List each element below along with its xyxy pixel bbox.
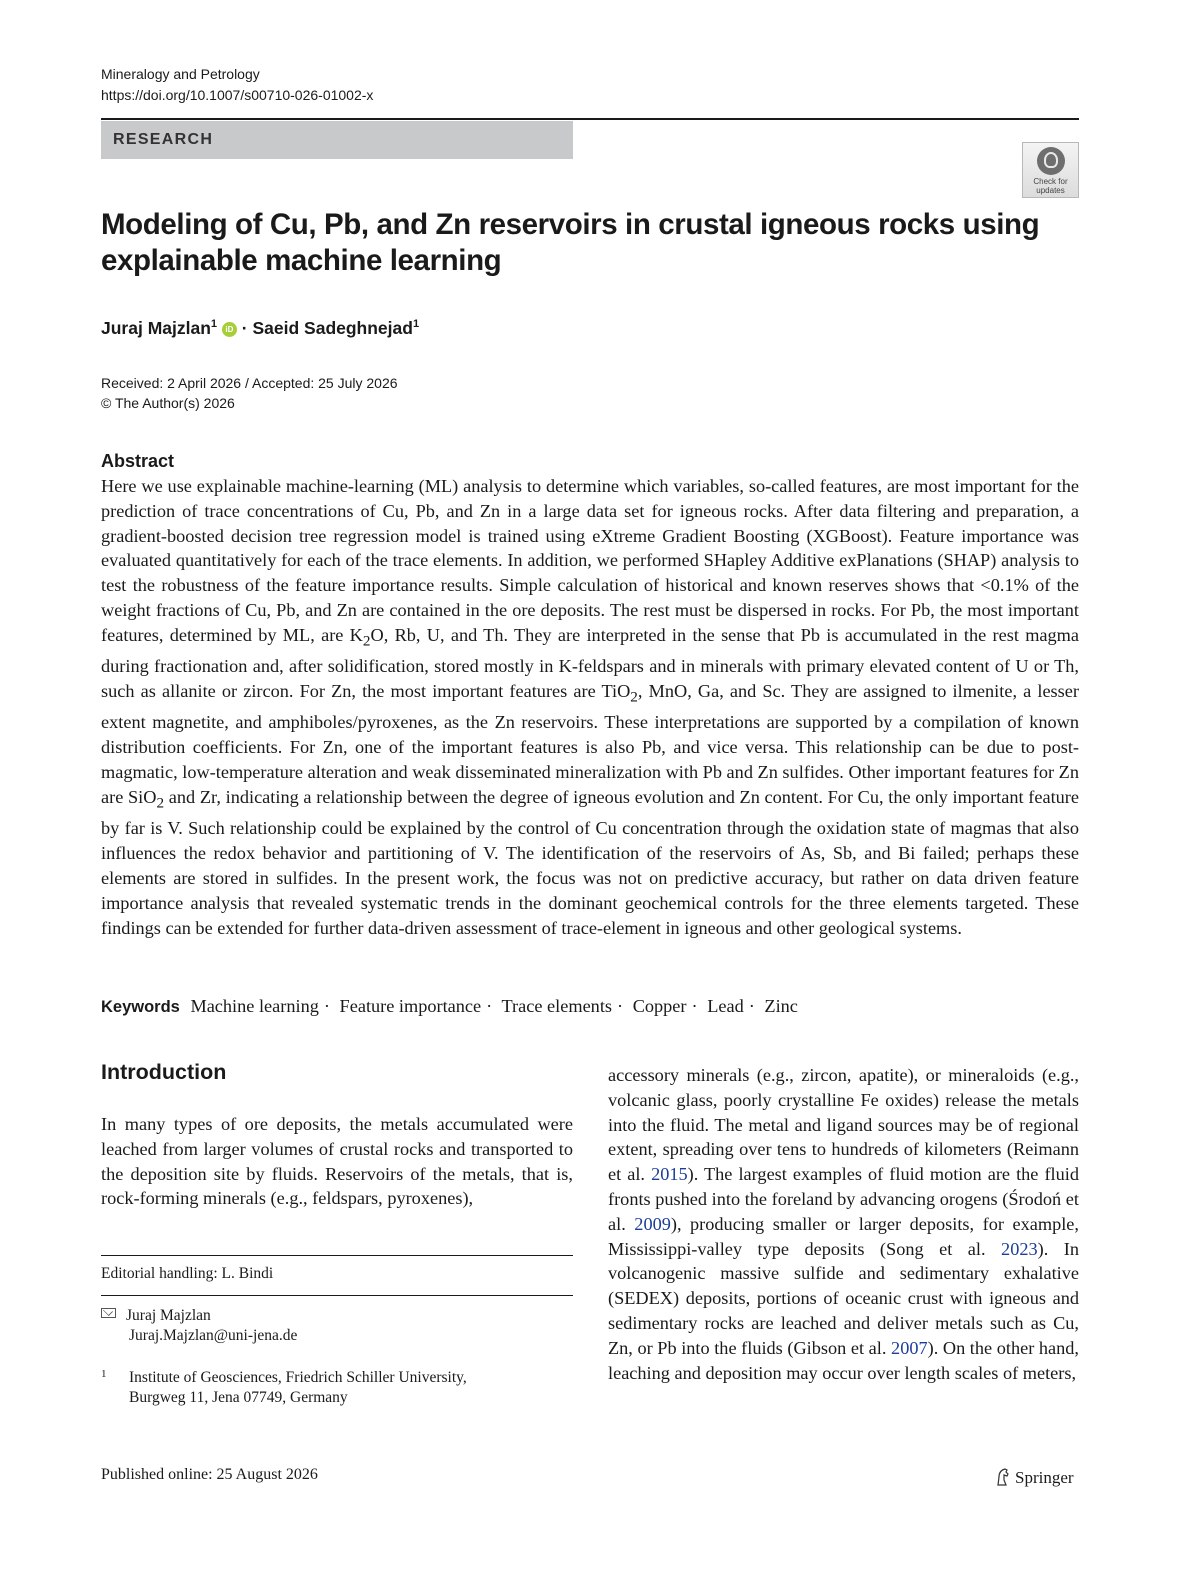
published-date: Published online: 25 August 2026 xyxy=(101,1466,318,1483)
introduction-heading: Introduction xyxy=(101,1060,227,1084)
springer-horse-icon xyxy=(995,1468,1011,1486)
keyword-item: Lead xyxy=(707,996,744,1016)
keyword-item: Machine learning xyxy=(190,996,319,1016)
affiliation-line: Burgweg 11, Jena 07749, Germany xyxy=(129,1389,348,1406)
keyword-item: Zinc xyxy=(764,996,798,1016)
citation-link[interactable]: 2015 xyxy=(651,1164,688,1185)
corresponding-author xyxy=(101,1306,297,1346)
article-title: Modeling of Cu, Pb, and Zn reservoirs in crustal igneous rocks using explainable machine learning xyxy=(101,208,1040,277)
keyword-item: Copper xyxy=(632,996,687,1016)
check-for-updates-button[interactable] xyxy=(1022,142,1079,198)
keywords-label: Keywords xyxy=(101,998,180,1016)
article-dates xyxy=(101,373,398,413)
journal-header xyxy=(101,64,373,106)
editorial-handling: Editorial handling: L. Bindi xyxy=(101,1265,274,1282)
author-name[interactable]: Saeid Sadeghnejad xyxy=(252,317,413,338)
author-name[interactable]: Juraj Majzlan xyxy=(101,317,211,338)
citation-link[interactable]: 2009 xyxy=(634,1213,671,1234)
author-list xyxy=(101,312,419,340)
header-rule xyxy=(101,118,1079,120)
abstract-heading: Abstract xyxy=(101,451,175,471)
footnote-rule xyxy=(101,1295,573,1296)
check-updates-label: Check for updates xyxy=(1033,177,1068,195)
orcid-icon[interactable]: iD xyxy=(222,322,237,337)
publisher-logo xyxy=(995,1468,1074,1488)
bookmark-icon xyxy=(1037,147,1065,175)
abstract-text: Here we use explainable machine-learning (ML) analysis to determine which variables, so-called features, are most important for the prediction of trace concentrations of Cu, Pb, and Zn in a large data set for igneous rocks. After data filtering and preparation, a gradient-boosted decision tree regression model is trained using eXtreme Gradient Boosting (XGBoost). Feature importance was evaluated quantitatively for each of the trace elements. In addition, we performed SHapley Additive exPlanations (SHAP) analysis to test the robustness of the feature importance results. Simple calculation of historical and known reserves shows that <0.1% of the weight fractions of Cu, Pb, and Zn are contained in the ore deposits. The rest must be dispersed in rocks. For Pb, the most important features, determined by ML, are $K_2O$, Rb, U, and Th. They are interpreted in the sense that Pb is accumulated in the rest magma during fractionation and, after solidification, stored mostly in K-feldspars and in minerals with primary elevated content of U or Th, such as allanite or zircon. For Zn, the most important features are TiO$_2$, MnO, Ga, and Sc. They are assigned to ilmenite, a lesser extent magnetite, and amphiboles/pyroxenes, as the Zn reservoirs. These interpretations are supported by a compilation of known distribution coefficients. For Zn, one of the important features is also Pb, and vice versa. This relationship can be due to post-magmatic, low-temperature alteration and weak disseminated mineralization with Pb and Zn sulfides. Other important features for Zn are SiO$_2$ and Zr, indicating a relationship between the degree of igneous evolution and Zn content. For Cu, the only important feature by far is V. Such relationship could be explained by the control of Cu concentration through the oxidation state of magmas that also influences the redox behavior and partitioning of V. The identification of the reservoirs of As, Sb, and Bi failed; perhaps these elements are stored in sulfides. In the present work, the focus was not on predictive accuracy, but rather on data driven feature importance analysis that revealed systematic trends in the dominant geochemical controls for the three elements targeted. These findings can be extended for further data-driven assessment of trace-element in igneous and other geological systems. xyxy=(101,476,1080,938)
affiliation-number: 1 xyxy=(101,1368,107,1380)
footnote-rule xyxy=(101,1255,573,1256)
keyword-item: Trace elements xyxy=(501,996,613,1016)
envelope-icon xyxy=(101,1308,116,1318)
journal-name: Mineralogy and Petrology xyxy=(101,66,260,82)
affiliation-line: Institute of Geosciences, Friedrich Schiller University, xyxy=(129,1369,467,1386)
introduction-right-column: accessory minerals (e.g., zircon, apatite), or mineraloids (e.g., volcanic glass, poorly crystalline Fe oxides) release the metals into the fluid. The metal and ligand sources may be of regional extent, spreading over tens to hundreds of kilometers (Reimann et al. 2015). The largest examples of fluid motion are the fluid fronts pushed into the foreland by advancing orogens (Środoń et al. 2009), producing smaller or larger deposits, for example, Mississippi-valley type deposits (Song et al. 2023). In volcanogenic massive sulfide and sedimentary exhalative (SEDEX) deposits, portions of oceanic crust with igneous and sedimentary rocks are leached and deliver metals such as Cu, Zn, or Pb into the fluids (Gibson et al. 2007). On the other hand, leaching and deposition may occur over length scales of meters, xyxy=(608,1065,1079,1383)
copyright: © The Author(s) 2026 xyxy=(101,395,235,411)
corr-name: Juraj Majzlan xyxy=(126,1307,211,1324)
citation-link[interactable]: 2023 xyxy=(1001,1238,1038,1259)
affiliation-marker: 1 xyxy=(210,318,218,330)
keyword-item: Feature importance xyxy=(339,996,482,1016)
section-label: RESEARCH xyxy=(101,121,573,159)
author-separator: · xyxy=(241,317,248,338)
keywords: Keywords Machine learning · Feature importance · Trace elements · Copper · Lead · Zinc xyxy=(101,996,798,1016)
publisher-name: Springer xyxy=(1015,1468,1074,1487)
citation-link[interactable]: 2007 xyxy=(891,1337,928,1358)
introduction-left-column: In many types of ore deposits, the metals accumulated were leached from larger volumes of crustal rocks and transported to the deposition site by fluids. Reservoirs of the metals, that is, rock-forming minerals (e.g., feldspars, pyroxenes), xyxy=(101,1114,573,1209)
received-accepted: Received: 2 April 2026 / Accepted: 25 July 2026 xyxy=(101,375,398,391)
doi-link[interactable]: https://doi.org/10.1007/s00710-026-01002-x xyxy=(101,87,374,103)
affiliation-marker: 1 xyxy=(412,318,420,330)
corr-email[interactable]: Juraj.Majzlan@uni-jena.de xyxy=(129,1327,298,1344)
affiliation xyxy=(101,1364,467,1408)
